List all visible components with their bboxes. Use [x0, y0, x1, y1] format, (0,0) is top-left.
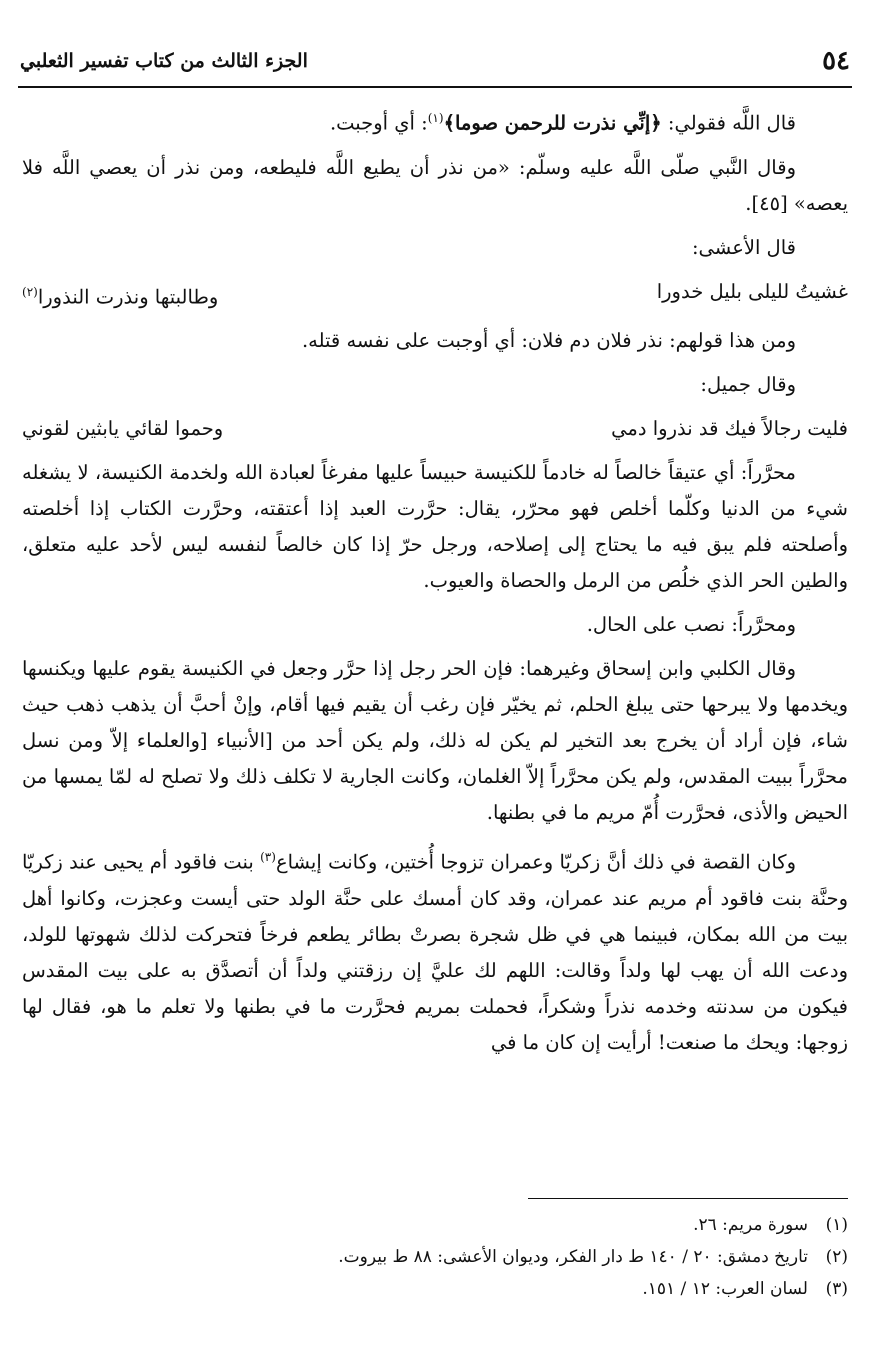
quran-quote: ﴿إنِّي نذرت للرحمن صوما﴾ [443, 111, 662, 135]
header-rule [18, 86, 852, 88]
paragraph-4: ومن هذا قولهم: نذر فلان دم فلان: أي أوجبت على نفسه قتله. [301, 329, 796, 352]
main-text [22, 100, 848, 1069]
paragraph-3: قال الأعشى: [691, 235, 796, 259]
page-number: ٥٤ [822, 46, 850, 76]
footnote-text: لسان العرب: ١٢ / ١٥١. [642, 1279, 808, 1299]
paragraph-1 [22, 100, 848, 142]
p9-text-b: بنت فاقود أم يحيى عند زكريّا وحنَّة بنت فاقود أم مريم عند عمران، وقد كان أمسك على حنَّة الولد حتى أيست وعجزت، وكانوا أهل بيت من الله بمكان، فبينما هي في ظل شجرة بصرتْ بطائر يطعم فرخاً فتحركت لذلك شهوتها للولد، ودعت الله أن يهب لها ولداً وقالت: اللهم لك عليَّ إن رزقتني ولداً أن أتصدَّق به على بيت المقدس فيكون من سدنته وخدمه نذراً وشكراً، فحملت بمريم فحرَّرت ما في بطنها ولا تعلم ما هو، فقال لها زوجها: ويحك ما صنعت! أرأيت إن كان ما في [22, 850, 848, 1054]
paragraph-5: وقال جميل: [700, 373, 796, 396]
footnote-text: سورة مريم: ٢٦. [693, 1215, 808, 1235]
footnote-number: (١) [825, 1215, 848, 1235]
footnote-2 [22, 1242, 848, 1272]
paragraph-7: ومحرَّراً: نصب على الحال. [586, 613, 796, 636]
running-title: الجزء الثالث من كتاب تفسير الثعلبي [20, 50, 308, 72]
footnote-ref-2: (٢) [22, 284, 38, 299]
paragraph-2: وقال النَّبي صلّى اللَّه عليه وسلّم: «من نذر أن يطيع اللَّه فليطعه، ومن نذر أن يعصي اللَّه فلا يعصه» [٤٥]. [22, 155, 848, 215]
verse-1-second-text: وطالبتها ونذرت النذورا [37, 285, 219, 308]
paragraph-9 [22, 839, 848, 1061]
p1-text-b: : أي أوجبت. [329, 111, 428, 135]
footnote-number: (٢) [825, 1247, 848, 1267]
verse-2-first-hemistich: فليت رجالاً فيك قد نذروا دمي [611, 417, 848, 440]
footnote-3 [22, 1274, 848, 1304]
verse-1-second-hemistich [22, 274, 218, 316]
paragraph-6: محرَّراً: أي عتيقاً خالصاً له خادماً للكنيسة حبيساً عليها مفرغاً لعبادة الله ولخدمة الكنيسة، لا يشغله شيء من الدنيا وكلّما أخلص فهو محرّر، يقال: حرَّرت العبد إذا أعتقته، وحرَّرت الكتاب إذا أخلصته وأصلحته فلم يبق فيه ما يحتاج إلى إصلاحه، ورجل حرّ إذا كان خالصاً لنفسه ليس لأحد عليه متعلق، والطين الحر الذي خلُص من الرمل والحصاة والعيوب. [22, 461, 848, 592]
verse-1-first-hemistich: غشيتُ لليلى بليل خدورا [656, 279, 848, 303]
verse-2 [22, 411, 848, 447]
verse-1 [22, 274, 848, 316]
page-header [20, 44, 850, 84]
footnote-text: تاريخ دمشق: ٢٠ / ١٤٠ ط دار الفكر، وديوان الأعشى: ٨٨ ط بيروت. [338, 1247, 808, 1267]
footnote-ref-1: (١) [427, 111, 444, 125]
p9-text-a: وكان القصة في ذلك أنَّ زكريّا وعمران تزوجا أُختين، وكانت إيشاع [275, 850, 796, 874]
footnote-number: (٣) [825, 1279, 848, 1299]
footnote-1 [22, 1210, 848, 1240]
paragraph-8: وقال الكلبي وابن إسحاق وغيرهما: فإن الحر رجل إذا حرَّر وجعل في الكنيسة يقوم عليها ويكنسها ويخدمها ولا يبرحها حتى يبلغ الحلم، ثم يخيّر فإن رغب أن يقيم فيها أقام، وإنْ أحبَّ أن يذهب ذهب حيث شاء، فإن أراد أن يخرج بعد التخير لم يكن له ذلك، ولم يكن أحد من [الأنبياء [والعلماء إلاّ ومن نسل محرَّراً ببيت المقدس، ولم يكن محرَّراً إلاّ الغلمان، وكانت الجارية لا تكلف ذلك ولا تصلح له لمّا يمسها من الحيض والأذى، فحرَّرت أُمّ مريم ما في بطنها. [22, 657, 848, 824]
footnote-ref-3: (٣) [260, 850, 276, 864]
p1-text-a: قال اللَّه فقولي: [661, 111, 796, 135]
footnote-rule [528, 1198, 848, 1199]
footnotes [22, 1210, 848, 1306]
verse-2-second-hemistich: وحموا لقائي يابثين لقوني [22, 417, 224, 440]
